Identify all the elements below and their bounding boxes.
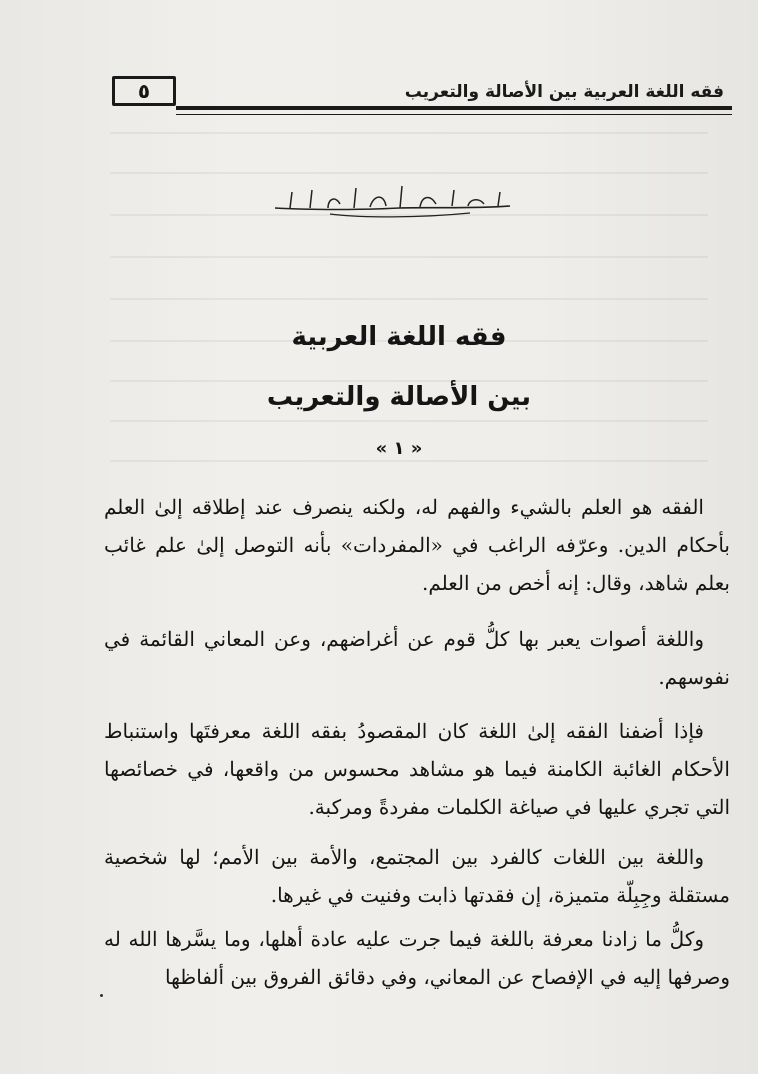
paragraph: واللغة أصوات يعبر بها كلُّ قوم عن أغراضهم، وعن المعاني القائمة في نفوسهم. — [104, 627, 730, 689]
show-through-line — [110, 460, 708, 462]
show-through-line — [110, 298, 708, 300]
chapter-title-line1: فقه اللغة العربية — [291, 322, 507, 352]
header-rule — [176, 106, 732, 110]
chapter-title-line2: بين الأصالة والتعريب — [266, 382, 532, 412]
basmala-calligraphy-icon — [270, 180, 520, 220]
show-through-line — [110, 132, 708, 134]
paragraph: الفقه هو العلم بالشيء والفهم له، ولكنه ينصرف عند إطلاقه إلىٰ العلم بأحكام الدين. وعرّفه الراغب في «المفردات» بأنه التوصل إلىٰ علم غائب بعلم شاهد، وقال: إنه أخص من العلم. — [104, 495, 730, 595]
running-header — [106, 68, 732, 112]
paragraph: فإذا أضفنا الفقه إلىٰ اللغة كان المقصودُ بفقه اللغة معرفتَها واستنباط الأحكام الغائبة الكامنة فيما هو مشاهد محسوس من واقعها، في خصائصها التي تجري عليها في صياغة الكلمات مفردةً ومركبة. — [104, 719, 730, 819]
running-header-title: فقه اللغة العربية بين الأصالة والتعريب — [404, 82, 724, 102]
paragraph: واللغة بين اللغات كالفرد بين المجتمع، والأمة بين الأمم؛ لها شخصية مستقلة وجِبِلّة متميزة، إن فقدتها ذابت وفنيت في غيرها. — [104, 845, 730, 907]
page-number: ٥ — [112, 76, 176, 106]
show-through-line — [110, 420, 708, 422]
show-through-line — [110, 172, 708, 174]
paragraph: وكلُّ ما زادنا معرفة باللغة فيما جرت عليه عادة أهلها، وما يسَّرها الله له وصرفها إليه في الإفصاح عن المعاني، وفي دقائق الفروق بين ألفاظها — [104, 927, 730, 989]
show-through-line — [110, 256, 708, 258]
section-marker: « ١ » — [375, 438, 423, 459]
margin-dot — [100, 994, 103, 997]
header-rule-thin — [176, 114, 732, 115]
